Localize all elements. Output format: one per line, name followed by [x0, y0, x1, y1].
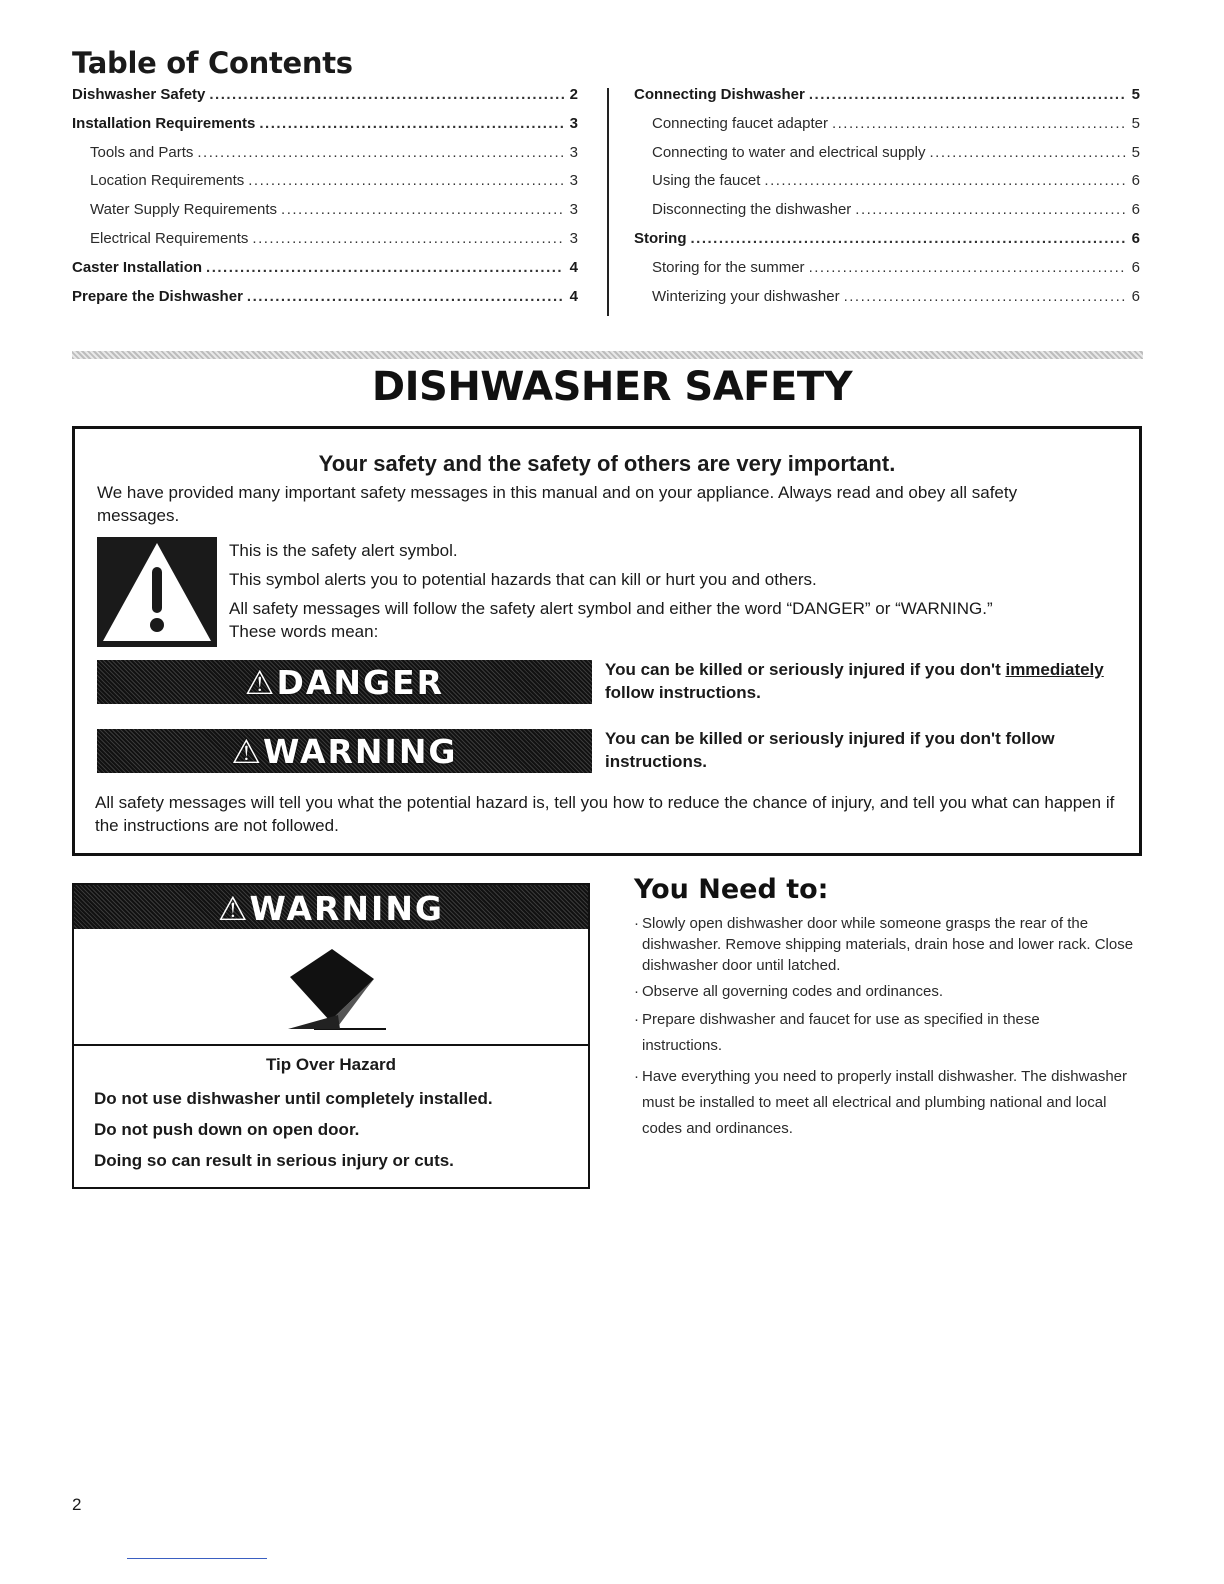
toc-entry[interactable]: Storing for the summer ..... 6	[634, 259, 1140, 288]
toc-divider	[607, 88, 609, 316]
tip-over-hazard-icon	[274, 943, 394, 1039]
safety-message-box	[72, 426, 1142, 856]
toc-column-left	[72, 86, 578, 316]
list-item: · Prepare dishwasher and faucet for use as specified in these instructions.	[634, 1007, 1062, 1059]
toc-entry[interactable]: Disconnecting the dishwasher ..... 6	[634, 201, 1140, 230]
toc-entry[interactable]: Water Supply Requirements ..... 3	[72, 201, 578, 230]
toc-entry[interactable]: Connecting faucet adapter ..... 5	[634, 115, 1140, 144]
list-item: · Observe all governing codes and ordinances.	[634, 981, 1144, 1002]
toc-entry[interactable]: Prepare the Dishwasher ..... 4	[72, 288, 578, 317]
danger-label: ⚠DANGER	[244, 663, 445, 702]
danger-text-emphasis: immediately	[1005, 660, 1104, 679]
page-number: 2	[72, 1495, 82, 1514]
safety-alert-symbol-icon	[97, 537, 217, 647]
section-title: DISHWASHER SAFETY	[371, 364, 853, 410]
tip-over-warning-label: ⚠WARNING	[217, 889, 445, 928]
safety-intro: We have provided many important safety messages in this manual and on your appliance. Always read and obey all safety messages.	[97, 483, 1018, 525]
safety-outro: All safety messages will tell you what the potential hazard is, tell you how to reduce the chance of injury, and tell you what can happen if the instructions are not followed.	[95, 793, 1115, 835]
tip-over-warning-header	[74, 885, 588, 929]
you-need-title: You Need to:	[634, 874, 829, 905]
warning-definition: You can be killed or seriously injured if you don't follow instructions.	[605, 729, 1055, 771]
tip-over-instruction: Do not use dishwasher until completely installed.	[94, 1089, 493, 1108]
toc-entry[interactable]: Connecting Dishwasher ..... 5	[634, 86, 1140, 115]
alert-line: This symbol alerts you to potential hazards that can kill or hurt you and others.	[229, 570, 817, 589]
toc-title: Table of Contents	[72, 46, 353, 80]
danger-text: You can be killed or seriously injured if you don't	[605, 660, 1006, 679]
warning-signal-bar	[97, 729, 592, 773]
list-item: · Have everything you need to properly install dishwasher. The dishwasher must be installed to meet all electrical and plumbing national and local codes and ordinances.	[634, 1064, 1144, 1142]
safety-heading: Your safety and the safety of others are very important.	[318, 451, 896, 476]
alert-line: All safety messages will follow the safety alert symbol and either the word “DANGER” or “WARNING.”	[229, 599, 993, 618]
tip-over-separator	[74, 1044, 588, 1046]
tip-over-instruction: Doing so can result in serious injury or cuts.	[94, 1151, 454, 1170]
list-item: · Slowly open dishwasher door while someone grasps the rear of the dishwasher. Remove shipping materials, drain hose and lower rack. Close dishwasher door until latched.	[634, 913, 1144, 976]
tip-over-warning-box	[72, 883, 590, 1189]
alert-symbol-explanation	[229, 541, 1109, 644]
toc-entry[interactable]: Location Requirements ..... 3	[72, 172, 578, 201]
toc-entry[interactable]: Dishwasher Safety ..... 2	[72, 86, 578, 115]
danger-signal-bar	[97, 660, 592, 704]
you-need-list	[634, 913, 1144, 1147]
danger-definition	[605, 658, 1125, 704]
tip-over-instruction: Do not push down on open door.	[94, 1120, 360, 1139]
toc-entry[interactable]: Caster Installation ..... 4	[72, 259, 578, 288]
toc-column-right	[634, 86, 1140, 316]
toc-entry[interactable]: Electrical Requirements ..... 3	[72, 230, 578, 259]
toc-entry[interactable]: Installation Requirements ..... 3	[72, 115, 578, 144]
section-rule	[72, 351, 1143, 359]
danger-text-continued: follow instructions.	[605, 683, 761, 702]
toc-entry[interactable]: Using the faucet ..... 6	[634, 172, 1140, 201]
toc-entry[interactable]: Connecting to water and electrical supply ..... 5	[634, 144, 1140, 173]
toc-entry[interactable]: Tools and Parts ..... 3	[72, 144, 578, 173]
alert-line: This is the safety alert symbol.	[229, 541, 458, 560]
tip-over-hazard-title: Tip Over Hazard	[265, 1055, 397, 1074]
footer-line	[127, 1558, 267, 1559]
toc-entry[interactable]: Winterizing your dishwasher ..... 6	[634, 288, 1140, 317]
toc-entry[interactable]: Storing ..... 6	[634, 230, 1140, 259]
alert-line: These words mean:	[229, 622, 379, 641]
warning-label: ⚠WARNING	[231, 732, 458, 771]
